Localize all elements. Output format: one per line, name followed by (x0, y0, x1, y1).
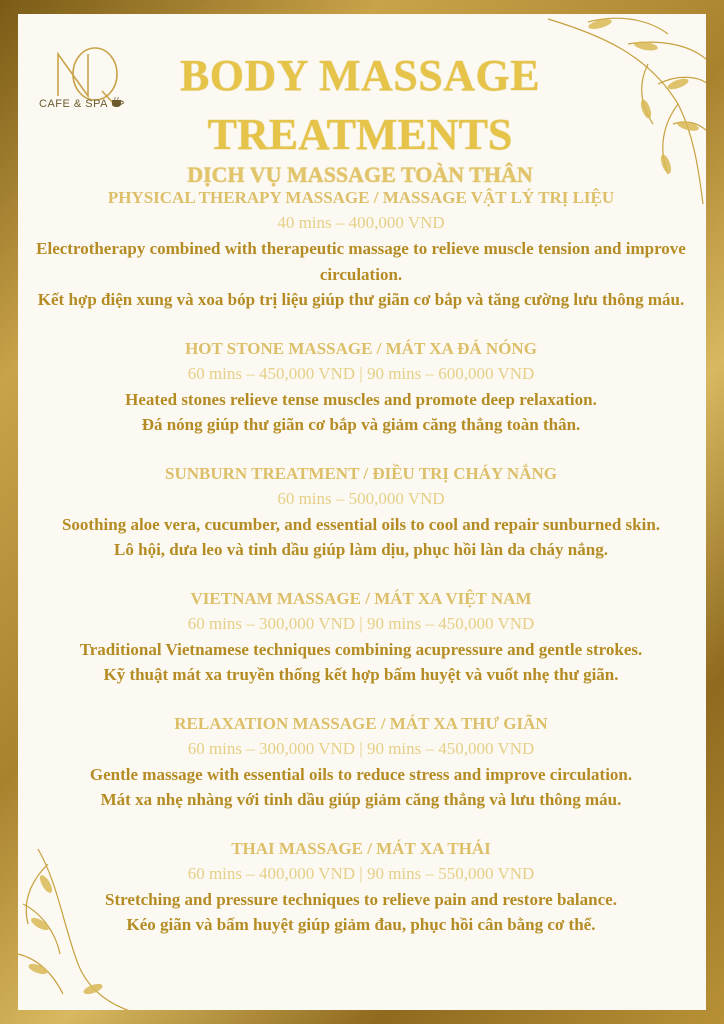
page-title-line2: TREATMENTS (207, 110, 513, 159)
treatment-desc-vi: Mát xa nhẹ nhàng với tinh dầu giúp giảm căng thẳng và lưu thông máu. (100, 790, 622, 809)
treatment-desc-vi: Đá nóng giúp thư giãn cơ bắp và giảm căng thẳng toàn thân. (141, 415, 581, 434)
treatment-price: 60 mins – 500,000 VND (277, 488, 445, 508)
treatment-desc-en: Soothing aloe vera, cucumber, and essential oils to cool and repair sunburned skin. (61, 514, 661, 534)
treatment-title: PHYSICAL THERAPY MASSAGE / MASSAGE VẬT LÝ TRỊ LIỆU (107, 188, 615, 207)
treatment-item (24, 587, 698, 688)
treatment-title: RELAXATION MASSAGE / MÁT XA THƯ GIÃN (174, 713, 548, 733)
page-subtitle: DỊCH VỤ MASSAGE TOÀN THÂN (187, 162, 533, 187)
treatment-desc-vi: Kết hợp điện xung và xoa bóp trị liệu giúp thư giãn cơ bắp và tăng cường lưu thông máu. (37, 290, 685, 309)
treatment-title: VIETNAM MASSAGE / MÁT XA VIỆT NAM (190, 588, 532, 608)
treatment-desc-vi: Kéo giãn và bấm huyệt giúp giảm đau, phục hồi cân bằng cơ thể. (126, 915, 596, 934)
treatment-price: 40 mins – 400,000 VND (277, 213, 445, 232)
treatment-price: 60 mins – 300,000 VND | 90 mins – 450,000 VND (187, 613, 535, 633)
logo-text: CAFE & SPA (39, 96, 149, 110)
treatment-title: THAI MASSAGE / MÁT XA THÁI (231, 838, 491, 858)
treatment-item (24, 712, 698, 813)
page-title-line1: BODY MASSAGE (179, 51, 541, 100)
treatment-title: SUNBURN TREATMENT / ĐIỀU TRỊ CHÁY NẮNG (164, 463, 557, 483)
treatment-desc-en: Gentle massage with essential oils to reduce stress and improve circulation. (89, 764, 633, 784)
treatment-item (24, 337, 698, 438)
treatment-desc-en: Traditional Vietnamese techniques combining acupressure and gentle strokes. (79, 639, 643, 659)
treatment-item (24, 462, 698, 563)
treatment-desc-en: Heated stones relieve tense muscles and promote deep relaxation. (125, 389, 597, 409)
treatment-desc-en: Stretching and pressure techniques to relieve pain and restore balance. (105, 889, 617, 909)
treatment-price: 60 mins – 300,000 VND | 90 mins – 450,000 VND (187, 738, 535, 758)
treatment-list (24, 186, 698, 938)
treatment-price: 60 mins – 450,000 VND | 90 mins – 600,000 VND (187, 363, 535, 383)
treatment-desc-vi: Kỹ thuật mát xa truyền thống kết hợp bấm huyệt và vuốt nhẹ thư giãn. (103, 665, 619, 684)
treatment-price: 60 mins – 400,000 VND | 90 mins – 550,000 VND (187, 863, 535, 883)
treatment-desc-vi: Lô hội, dưa leo và tinh dầu giúp làm dịu, phục hồi làn da cháy nắng. (114, 540, 608, 559)
treatment-title: HOT STONE MASSAGE / MÁT XA ĐÁ NÓNG (185, 338, 537, 358)
treatment-item (24, 186, 698, 313)
treatment-desc-en: Electrotherapy combined with therapeutic massage to relieve muscle tension and improve circulation. (36, 239, 686, 284)
treatment-item (24, 837, 698, 938)
